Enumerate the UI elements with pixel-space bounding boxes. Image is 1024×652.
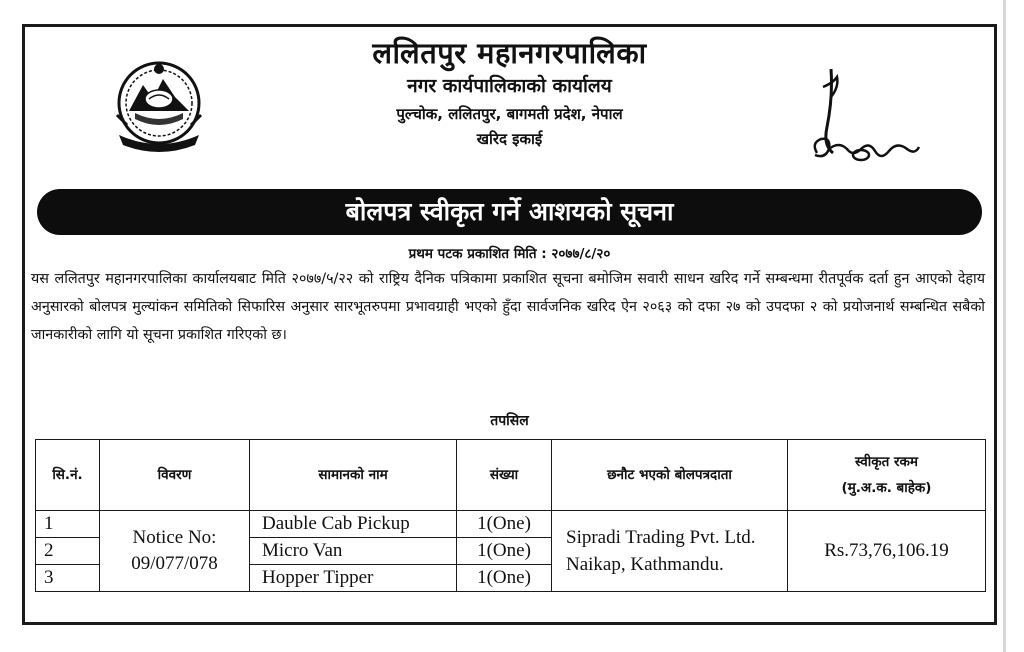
notice-body: यस ललितपुर महानगरपालिका कार्यालयबाट मिति २०७७/५/२२ को राष्ट्रिय दैनिक पत्रिकामा प्रकाशित सूचना बमोजिम सवारी साधन खरिद गर्ने सम्बन्धमा रीतपूर्वक दर्ता हुन आएको देहाय अनुसारको बोलपत्र मुल्यांकन समितिको सिफारिस अनुसार सारभूतरुपमा प्रभावग्राही भएको हुँदा सार्वजनिक खरिद ऐन २०६३ को दफा २७ को उपदफा २ को प्रयोजनार्थ सम्बन्धित सबैको जानकारीको लागि यो सूचना प्रकाशित गरिएको छ।	[31, 271, 986, 343]
row-qty: 1(One)	[457, 538, 552, 565]
header-qty: संख्या	[457, 440, 552, 511]
header-bidder: छनौट भएको बोलपत्रदाता	[552, 440, 788, 511]
row-sn: 1	[36, 511, 100, 538]
row-sn: 2	[36, 538, 100, 565]
row-item: Hopper Tipper	[250, 565, 457, 592]
row-item: Micro Van	[250, 538, 457, 565]
schedule-heading: तपसिल	[490, 413, 529, 429]
procurement-unit: खरिद इकाई	[476, 130, 543, 148]
header-item: सामानको नाम	[250, 440, 457, 511]
signature-icon	[803, 57, 923, 167]
row-qty: 1(One)	[457, 511, 552, 538]
header-description: विवरण	[100, 440, 250, 511]
header-amount	[788, 440, 986, 511]
bidder-address: Naikap, Kathmandu.	[566, 554, 724, 575]
award-table	[35, 439, 986, 592]
notice-number-label: Notice No:	[132, 527, 217, 548]
office-name: नगर कार्यपालिकाको कार्यालय	[407, 75, 612, 97]
organization-name: ललितपुर महानगरपालिका	[372, 36, 647, 70]
page-edge	[1003, 0, 1006, 652]
row-item: Dauble Cab Pickup	[250, 511, 457, 538]
office-address: पुल्चोक, ललितपुर, बागमती प्रदेश, नेपाल	[396, 105, 623, 123]
table-row	[36, 511, 986, 538]
approved-amount: Rs.73,76,106.19	[788, 511, 986, 592]
header-sn: सि.नं.	[36, 440, 100, 511]
row-qty: 1(One)	[457, 565, 552, 592]
table-header-row	[36, 440, 986, 511]
row-sn: 3	[36, 565, 100, 592]
header-amount-line2: (मु.अ.क. बाहेक)	[841, 480, 932, 496]
notice-number-cell	[100, 511, 250, 592]
notice-frame	[22, 24, 997, 625]
notice-title-banner: बोलपत्र स्वीकृत गर्ने आशयको सूचना	[37, 189, 982, 235]
first-publication-date: प्रथम पटक प्रकाशित मिति : २०७७/८/२०	[408, 246, 611, 262]
bidder-cell	[552, 511, 788, 592]
notice-number-value: 09/077/078	[131, 553, 218, 574]
header-amount-line1: स्वीकृत रकम	[855, 454, 918, 470]
bidder-name: Sipradi Trading Pvt. Ltd.	[566, 527, 756, 548]
